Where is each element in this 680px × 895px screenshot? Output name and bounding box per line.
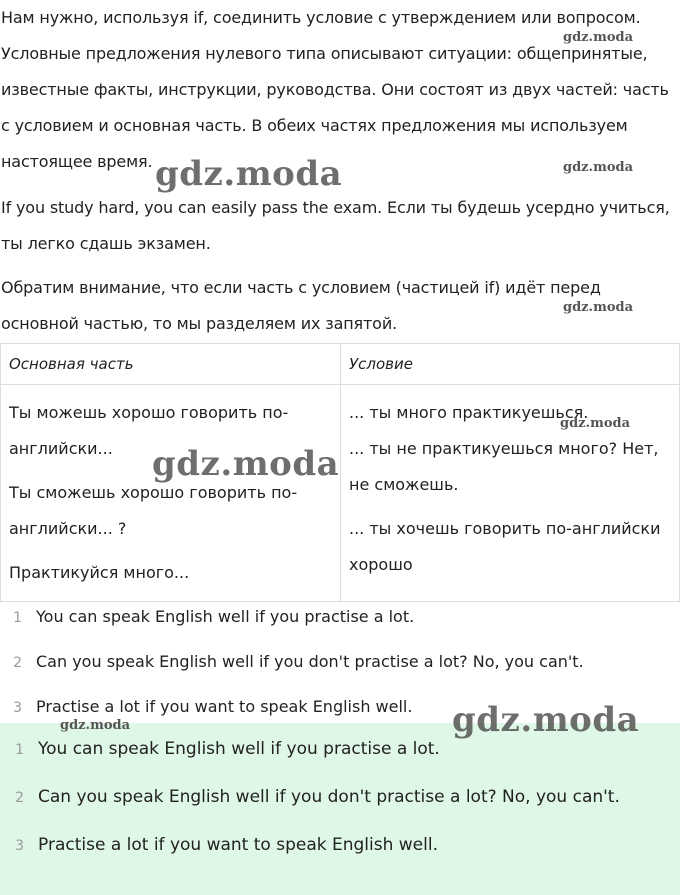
condition-2: ... ты не практикуешься много? Нет, не сможешь.	[349, 439, 659, 494]
list-item	[0, 727, 680, 775]
item-number: 1	[13, 610, 22, 626]
intro-paragraph: Нам нужно, используя if, соединить условие с утверждением или вопросом. Условные предложения нулевого типа описывают ситуации: общепринятые, известные факты, инструкции, руководства. Они состоят из двух частей: часть с условием и основная часть. В обеих частях предложения мы используем настоящее время.	[1, 8, 669, 171]
table-cell-main	[1, 385, 341, 602]
watermark: gdz.moda	[563, 30, 634, 45]
watermark: gdz.moda	[155, 154, 343, 194]
item-text: Practise a lot if you want to speak English well.	[38, 835, 438, 855]
item-number: 3	[15, 838, 24, 854]
item-text: Practise a lot if you want to speak English well.	[36, 697, 413, 716]
list-item	[0, 597, 680, 642]
example-paragraph: If you study hard, you can easily pass the exam. Если ты будешь усердно учиться, ты легко сдашь экзамен.	[1, 198, 670, 253]
watermark: gdz.moda	[563, 300, 634, 315]
grammar-table	[0, 343, 680, 602]
item-text: Can you speak English well if you don't practise a lot? No, you can't.	[36, 652, 584, 671]
highlighted-answer-box	[0, 723, 680, 895]
item-text: Can you speak English well if you don't practise a lot? No, you can't.	[38, 787, 620, 807]
item-number: 3	[13, 700, 22, 716]
list-item	[0, 775, 680, 823]
item-number: 2	[13, 655, 22, 671]
table-header-condition: Условие	[341, 344, 680, 385]
item-text: You can speak English well if you practise a lot.	[38, 739, 440, 759]
item-text: You can speak English well if you practise a lot.	[36, 607, 415, 626]
item-number: 1	[15, 742, 24, 758]
table-header-main: Основная часть	[1, 344, 341, 385]
table-header-row	[1, 344, 680, 385]
answers-list	[0, 597, 680, 732]
main-part-2: Ты сможешь хорошо говорить по-английски... ?	[9, 483, 298, 538]
note-paragraph: Обратим внимание, что если часть с условием (частицей if) идёт перед основной частью, то мы разделяем их запятой.	[1, 278, 601, 333]
list-item	[0, 823, 680, 871]
main-part-1: Ты можешь хорошо говорить по-английски...	[9, 403, 289, 458]
watermark: gdz.moda	[563, 160, 634, 175]
main-part-3: Практикуйся много...	[9, 563, 190, 582]
table-cell-condition	[341, 385, 680, 602]
watermark: gdz.moda	[560, 416, 631, 431]
item-number: 2	[15, 790, 24, 806]
list-item	[0, 642, 680, 687]
watermark: gdz.moda	[152, 444, 340, 484]
condition-3: ... ты хочешь говорить по-английски хорошо	[349, 519, 661, 574]
highlighted-answers-list	[0, 727, 680, 871]
table-row	[1, 385, 680, 602]
watermark: gdz.moda	[60, 718, 131, 733]
condition-1: ... ты много практикуешься.	[349, 403, 589, 422]
watermark: gdz.moda	[452, 700, 640, 740]
